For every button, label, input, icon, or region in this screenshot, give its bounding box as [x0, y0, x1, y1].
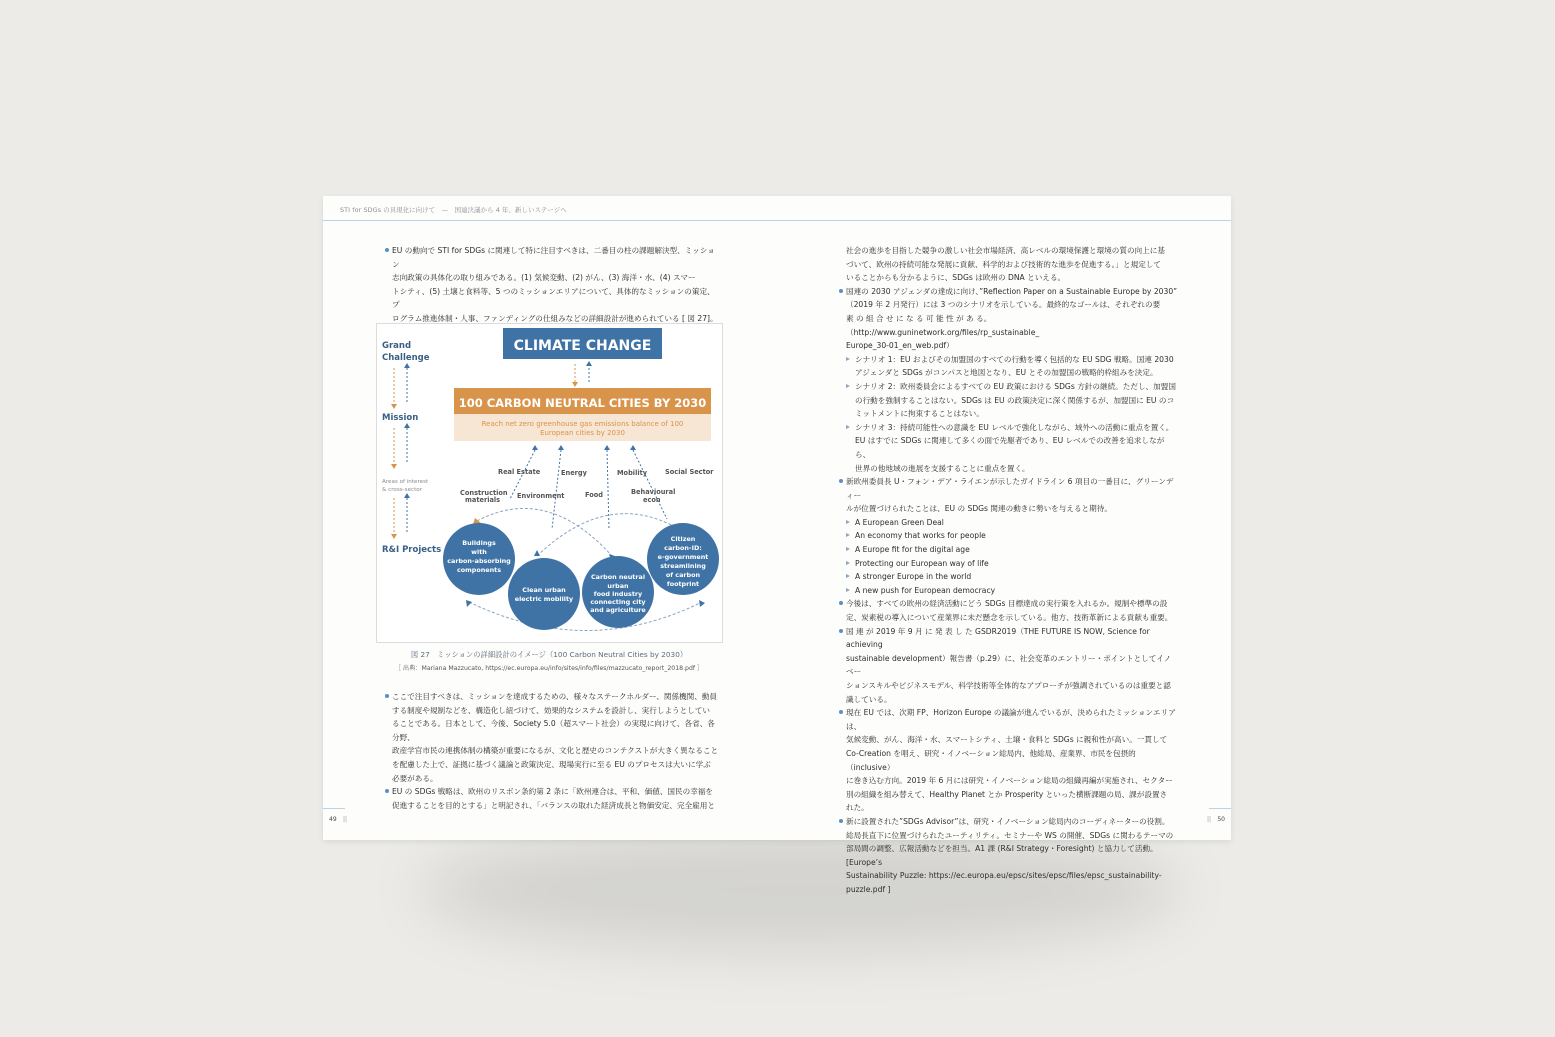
circle-text: carbon-ID: — [664, 544, 702, 552]
page-bars-right: || — [1206, 816, 1211, 823]
bullet-block — [385, 244, 722, 326]
circle-text: Clean urban — [522, 586, 566, 594]
text-line: EU の SDGs 戦略は、欧州のリスボン条約第 2 条に「欧州連合は、平和、価値、国民の幸福を — [392, 787, 713, 797]
text-line: 素 の 組 合 せ に な る 可 能 性 が あ る。（http://www.guninetwork.org/files/rp_sustainable_ — [846, 313, 1040, 337]
text-line: 政産学官市民の連携体制の構築が重要になるが、文化と歴史のコンテクストが大きく異なること — [392, 746, 719, 756]
scenario-item — [839, 380, 1178, 421]
figure-caption: 図 27 ミッションの詳細設計のイメージ（100 Carbon Neutral Cities by 2030） — [410, 650, 688, 659]
sector-social: Social Sector — [665, 468, 714, 476]
circle-text: Citizen — [670, 535, 696, 543]
text-line: 世界の他地域の進展を支援することに重点を置く。 — [855, 463, 1030, 473]
text-line: 定、炭素税の導入について産業界に未だ懸念を示している。他方、技術革新による貢献も重要。 — [846, 613, 1173, 623]
text-line: EU の動向で STI for SDGs に関連して特に注目すべきは、二番目の柱の課題解決型、ミッション — [392, 246, 715, 269]
text-line: Sustainability Puzzle: https://ec.europa.eu/epsc/sites/epsc/files/epsc_sustainability- — [846, 871, 1162, 881]
sector-food: Food — [585, 491, 604, 499]
text-line: 新欧州委員長 U・フォン・デア・ライエンが示したガイドライン 6 項目の一番目に、グリーンディー — [846, 477, 1174, 500]
text-line: づいて、欧州の持続可能な発展に貢献、科学的および技術的な進歩を促進する。」と規定して — [846, 259, 1161, 269]
text-line: puzzle.pdf ] — [846, 884, 891, 894]
page-number-right: 50 — [1217, 816, 1225, 823]
bullet-block — [839, 815, 1178, 897]
climate-change-text: CLIMATE CHANGE — [513, 338, 652, 354]
bullet-block — [839, 285, 1178, 353]
text-line: Co-Creation を唱え、研究・イノベーション総局内、他総局、産業界、市民を包摂的（inclusive） — [846, 748, 1136, 772]
text-line: 現在 EU では、次期 FP、Horizon Europe の議論が進んでいるが、決められたミッションエリアは、 — [846, 708, 1176, 731]
sector-behavioural-2: econ — [643, 496, 661, 504]
side-arrows — [394, 368, 407, 534]
label-mission: Mission — [382, 413, 419, 423]
text-line: に巻き込む方向。2019 年 6 月には研究・イノベーション総局の組織再編が実施され、セクター — [846, 776, 1173, 786]
text-line: 識している。 — [846, 694, 892, 704]
text-line: 社会の進歩を目指した競争の激しい社会市場経済、高レベルの環境保護と環境の質の向上に基 — [846, 246, 1165, 255]
bullet-block — [839, 597, 1178, 624]
page-bars-left: || — [343, 816, 348, 823]
sector-mobility: Mobility — [617, 469, 648, 477]
guideline-item: Protecting our European way of life — [839, 557, 1178, 571]
text-line: シナリオ 3：持続可能性への意識を EU レベルで強化しながら、域外への活動に重点を置く。 — [855, 422, 1174, 432]
circle-text: footprint — [666, 580, 700, 588]
text-line: 国連の 2030 アジェンダの達成に向け、”Reflection Paper on a Sustainable Europe by 2030” — [846, 286, 1178, 296]
sector-energy: Energy — [561, 469, 587, 477]
text-line: 別の組織を組み替えて、Healthy Planet とか Prosperity といった横断課題の局、課が設置さ — [846, 789, 1168, 799]
text-line: トシティ、(5) 土壌と食料等、5 つのミッションエリアについて、具体的なミッションの策定、プ — [392, 286, 715, 310]
label-challenge: Challenge — [382, 353, 430, 363]
circle-text: with — [471, 548, 487, 556]
circle-text: of carbon — [665, 571, 701, 579]
circle-text: Carbon neutral — [590, 573, 646, 581]
bullet-block — [839, 625, 1178, 707]
text-line: シナリオ 1：EU およびその加盟国のすべての行動を導く包括的な EU SDG 戦略。国連 2030 — [855, 354, 1174, 364]
circle-text: electric mobility — [514, 595, 574, 603]
text-line: する制度や規制などを、構造化し紐づけて、効果的なシステムを設計し、実行しようとしてい — [392, 705, 711, 715]
text-line: 気候変動、がん、海洋・水、スマートシティ、土壌・食料と SDGs に親和性が高い。一貫して — [846, 735, 1168, 745]
sector-construction-1: Construction — [460, 489, 508, 497]
circle-text: and agriculture — [590, 606, 646, 614]
circle-text: food industry — [593, 590, 643, 598]
guideline-item: A stronger Europe in the world — [839, 570, 1178, 584]
guideline-item: A Europe fit for the digital age — [839, 543, 1178, 557]
text-line: ることである。日本として、今後、Society 5.0（超スマート社会）の実現に向けて、各省、各分野、 — [392, 719, 715, 742]
document-spread — [323, 196, 1231, 894]
circle-text: carbon-absorbing — [447, 557, 511, 565]
sector-environment: Environment — [517, 492, 565, 500]
circle-text: urban — [607, 582, 629, 590]
sector-real-estate: Real Estate — [498, 468, 541, 476]
figure-27 — [376, 323, 723, 643]
running-head: STI for SDGs の具現化に向けて — 国連決議から 4 年、新しいステージへ — [340, 206, 567, 214]
circle-text: Buildings — [462, 539, 496, 547]
bullet-block — [839, 706, 1178, 815]
mission-sub-2: European cities by 2030 — [540, 429, 625, 437]
bullet-block — [385, 785, 722, 812]
scenario-item — [839, 421, 1178, 475]
text-line: 国 連 が 2019 年 9 月 に 発 表 し た GSDR2019（THE FUTURE IS NOW, Science for achieving — [846, 626, 1150, 650]
label-areas-2: & cross-sector — [382, 487, 423, 493]
text-line: sustainable development）報告書（p.29）に、社会変革のエントリー・ポイントとしてイノベー — [846, 653, 1172, 677]
label-grand: Grand — [382, 341, 412, 351]
circle-clean-mobility — [508, 558, 580, 630]
circle-text: connecting city — [590, 598, 646, 606]
circle-text: streamlining — [660, 562, 706, 570]
text-line: 必要がある。 — [392, 773, 438, 783]
guideline-item: An economy that works for people — [839, 529, 1178, 543]
text-line: アジェンダと SDGs がコンパスと地図となり、EU とその加盟国の戦略的枠組みを決定。 — [855, 368, 1158, 378]
circle-text: e-government — [657, 553, 709, 561]
mission-sub-1: Reach net zero greenhouse gas emissions balance of 100 — [481, 420, 684, 428]
guideline-item: A new push for European democracy — [839, 584, 1178, 598]
text-line: シナリオ 2：欧州委員会によるすべての EU 政策における SDGs 方針の継続。ただし、加盟国 — [855, 381, 1176, 391]
text-line: （2019 年 2 月発行）には 3 つのシナリオを示している。最終的なゴールは、それぞれの要 — [846, 300, 1161, 310]
circle-text: components — [456, 566, 502, 574]
text-line: EU はすでに SDGs に関連して多くの面で先駆者であり、EU レベルでの改善を追求しながら、 — [855, 436, 1165, 459]
figure-source: ［ 出典：Mariana Mazzucato, https://ec.europa.eu/info/sites/info/files/mazzucato_report_2018.pdf ］ — [394, 665, 704, 672]
bullet-block — [839, 475, 1178, 516]
text-line: 部局間の調整、広報活動などを担当。A1 課 (R&I Strategy・Foresight) と協力して活動。[Europe’s — [846, 844, 1158, 867]
sector-behavioural-1: Behavioural — [631, 488, 676, 496]
scenario-item — [839, 353, 1178, 380]
text-line: 新に設置された”SDGs Advisor”は、研究・イノベーション総局内のコーディネーターの役割。 — [846, 816, 1170, 826]
text-line: 今後は、すべての欧州の経済活動にどう SDGs 目標達成の実行策を入れるか。規制や標準の設 — [846, 599, 1168, 609]
page-number-left: 49 — [329, 816, 337, 823]
text-line: ログラム推進体制・人事、ファンディングの仕組みなどの詳細設計が進められている [ 図 27]。 — [392, 313, 718, 323]
left-paragraph-1 — [385, 244, 722, 326]
text-line: ルが位置づけられたことは、EU の SDGs 関連の動きに勢いを与えると期待。 — [846, 504, 1112, 514]
mission-text: 100 CARBON NEUTRAL CITIES BY 2030 — [458, 396, 707, 410]
bullet-block — [385, 690, 722, 785]
text-line: ここで注目すべきは、ミッションを達成するための、様々なステークホルダー、関係機関、動員 — [392, 692, 718, 701]
text-line: いることからも分かるように、SDGs は欧州の DNA といえる。 — [846, 273, 1066, 283]
sector-construction-2: materials — [465, 496, 501, 504]
text-line: の行動を強制することはない。SDGs は EU の政策決定に深く関係するが、加盟国に EU のコ — [855, 395, 1175, 405]
text-line: 促進することを目的とする」と明記され、「バランスの取れた経済成長と物価安定、完全雇用と — [392, 800, 715, 810]
text-line: 志向政策の具体化の取り組みである。(1) 気候変動、(2) がん、(3) 海洋・水、(4) スマー — [392, 273, 696, 283]
text-line: ションスキルやビジネスモデル、科学技術等全体的なアプローチが強調されているのは重要と認 — [846, 681, 1171, 690]
text-line: ミットメントに拘束することはない。 — [855, 409, 984, 419]
label-projects: R&I Projects — [382, 545, 442, 555]
label-areas-1: Areas of interest — [382, 479, 429, 485]
text-line: 総局長直下に位置づけられたユーティリティ。セミナーや WS の開催、SDGs に関わるテーマの — [846, 830, 1174, 840]
guideline-item: A European Green Deal — [839, 516, 1178, 530]
text-line: Europe_30-01_en_web.pdf） — [846, 341, 954, 351]
continued-paragraph — [839, 244, 1178, 285]
text-line: れた。 — [846, 803, 869, 813]
left-paragraph-2 — [385, 690, 722, 812]
text-line: を配慮した上で、証拠に基づく議論と政策決定、現場実行に至る EU のプロセスは大いに学ぶ — [392, 759, 711, 769]
right-column — [839, 244, 1178, 897]
header-rule — [323, 220, 1231, 221]
mission-diagram — [377, 324, 722, 642]
